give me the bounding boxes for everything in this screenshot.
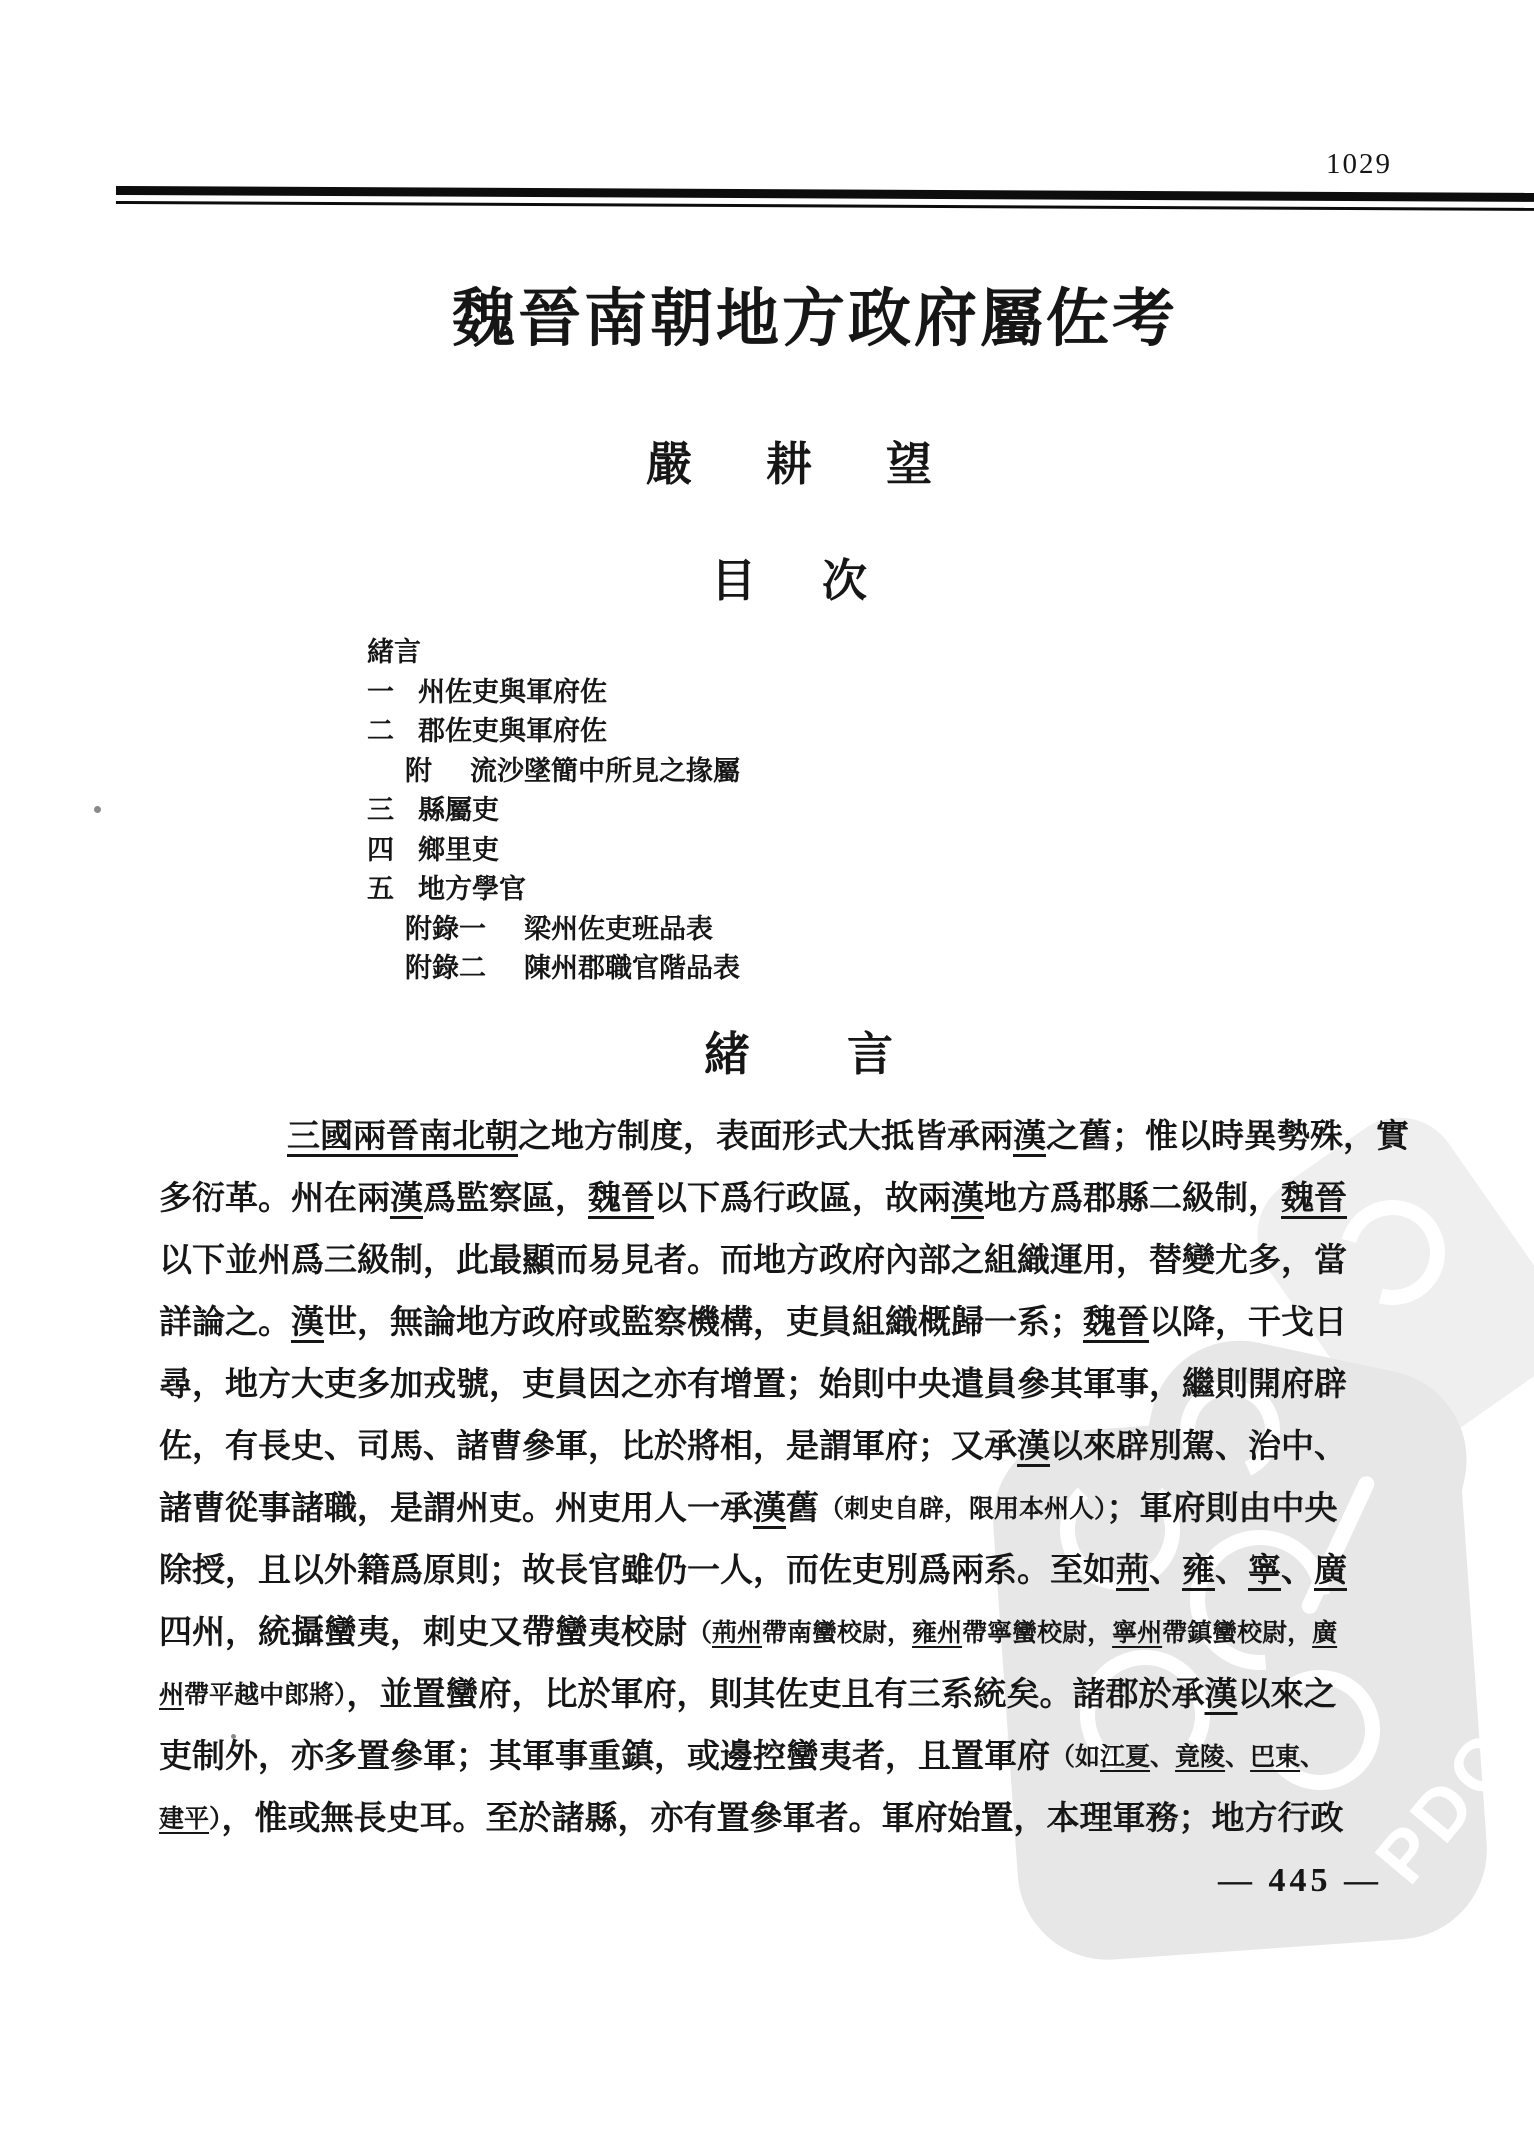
toc-list — [367, 630, 740, 986]
pdg-watermark-label: PDG — [1360, 1713, 1534, 1899]
scan-speck — [231, 1734, 236, 1739]
body-line: 州帶平越中郎將），並置蠻府，比於軍府，則其佐吏且有三系統矣。諸郡於承漢以來之 — [159, 1677, 1337, 1713]
toc-item: 附錄二 陳州郡職官階品表 — [405, 953, 740, 984]
body-line: 尋，地方大吏多加戎號，吏員因之亦有增置；始則中央遣員參其軍事，繼則開府辟 — [159, 1367, 1347, 1403]
toc-item: 附 流沙墜簡中所見之掾屬 — [405, 755, 740, 786]
body-line: 佐，有長史、司馬、諸曹參軍，比於將相，是謂軍府；又承漢以來辟別駕、治中、 — [159, 1429, 1347, 1465]
body-line: 四州，統攝蠻夷，刺史又帶蠻夷校尉（荊州帶南蠻校尉，雍州帶寧蠻校尉，寧州帶鎮蠻校尉，廣 — [159, 1615, 1338, 1651]
body-line: 除授，且以外籍爲原則；故長官雖仍一人，而佐吏別爲兩系。至如荊、雍、寧、廣 — [159, 1553, 1347, 1589]
header-rule-thick — [116, 186, 1534, 202]
section-heading: 緒言 — [704, 1029, 990, 1080]
body-line: 諸曹從事諸職，是謂州吏。州吏用人一承漢舊（刺史自辟，限用本州人）；軍府則由中央 — [159, 1491, 1338, 1527]
toc-item: 附錄一 梁州佐吏班品表 — [405, 913, 713, 944]
toc-item: 二 郡佐吏與軍府佐 — [367, 716, 607, 747]
toc-item: 五 地方學官 — [367, 874, 526, 905]
toc-item: 一 州佐吏與軍府佐 — [367, 676, 607, 707]
body-line: 詳論之。漢世，無論地方政府或監察機構，吏員組織概歸一系；魏晉以降，干戈日 — [159, 1305, 1347, 1341]
toc-item: 三 縣屬吏 — [367, 795, 499, 826]
body-line: 多衍革。州在兩漢爲監察區，魏晉以下爲行政區，故兩漢地方爲郡縣二級制，魏晉 — [159, 1181, 1347, 1217]
scan-speck — [94, 806, 101, 813]
body-line: 以下並州爲三級制，此最顯而易見者。而地方政府內部之組織運用，替變尤多，當 — [159, 1243, 1347, 1279]
toc-item: 四 鄉里吏 — [367, 834, 499, 865]
toc-heading: 目次 — [711, 556, 934, 606]
page-number-bottom: — 445 — — [1218, 1862, 1382, 1899]
header-rule-thin — [116, 201, 1534, 211]
page-number-top: 1029 — [1326, 148, 1392, 180]
header-rule — [116, 186, 1534, 211]
article-title: 魏晉南朝地方政府屬佐考 — [452, 284, 1178, 354]
article-author: 嚴耕望 — [646, 439, 1006, 490]
body-line: 吏制外，亦多置參軍；其軍事重鎮，或邊控蠻夷者，且置軍府（如江夏、竟陵、巴東、 — [159, 1739, 1326, 1775]
body-line: 三國兩晉南北朝之地方制度，表面形式大抵皆承兩漢之舊；惟以時異勢殊，實 — [287, 1119, 1409, 1155]
toc-item: 緒言 — [367, 637, 421, 668]
body-line: 建平），惟或無長史耳。至於諸縣，亦有置參軍者。軍府始置，本理軍務；地方行政 — [159, 1801, 1344, 1837]
body-text — [159, 1106, 1409, 1850]
